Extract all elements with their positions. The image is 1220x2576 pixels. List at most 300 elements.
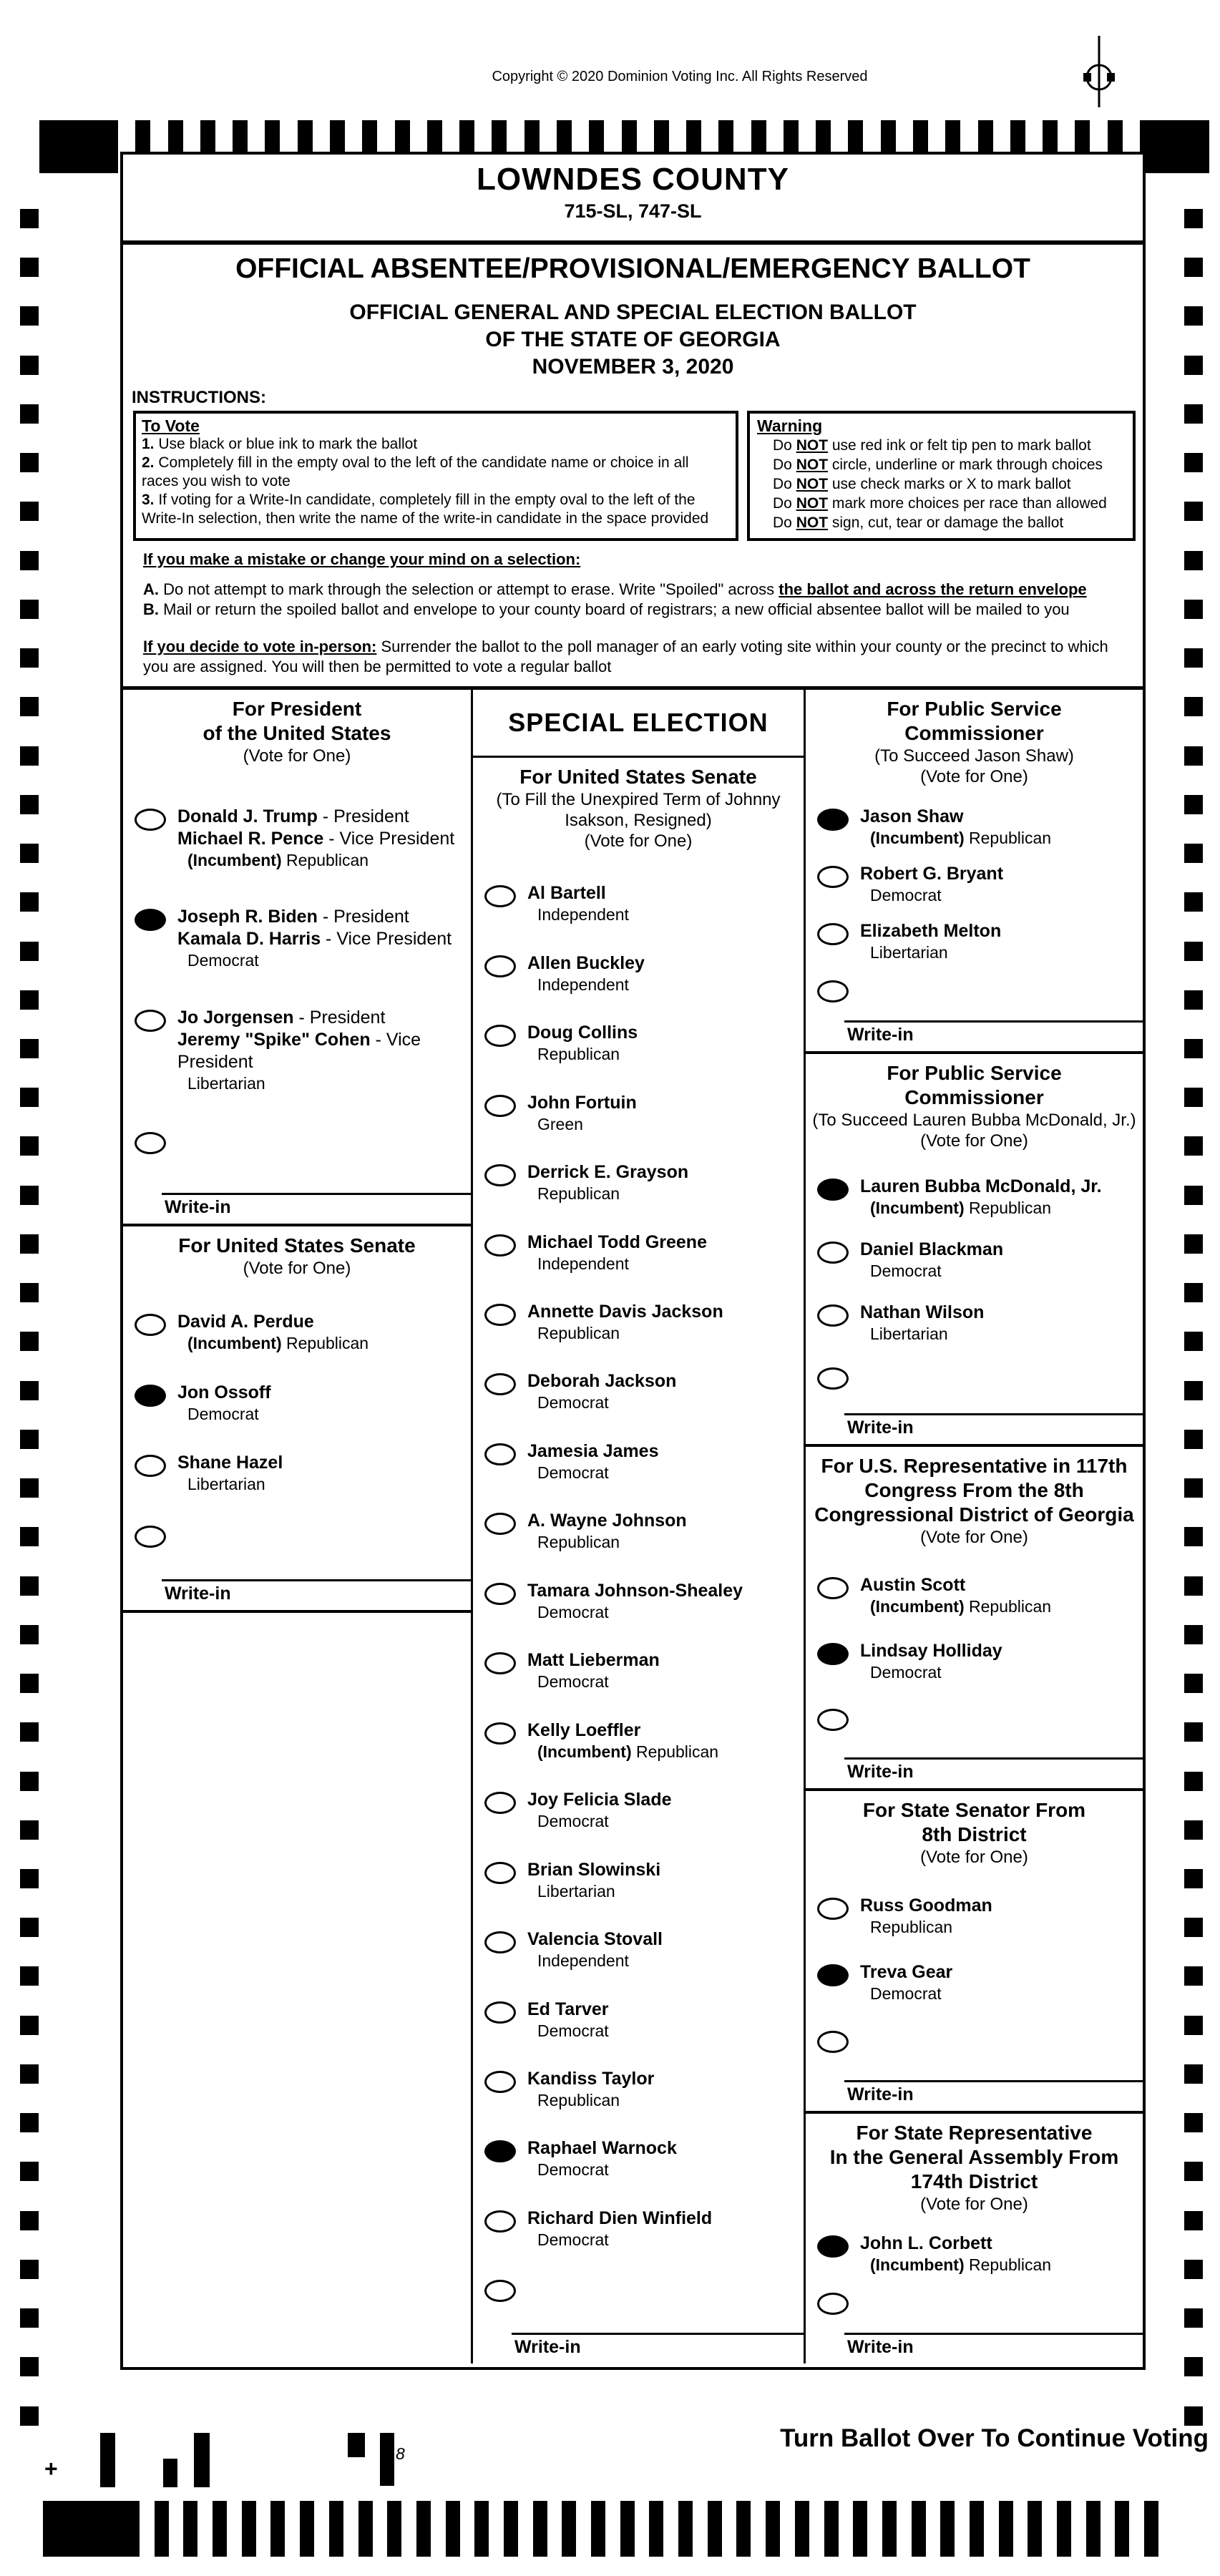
write-in-line[interactable] <box>844 2333 1143 2335</box>
empty-column-space <box>123 1613 471 2363</box>
edge-mark <box>20 2113 39 2132</box>
empty-oval[interactable] <box>484 2210 516 2233</box>
candidate-name <box>527 1789 672 1811</box>
empty-oval[interactable] <box>817 1577 849 1599</box>
instructions-label: INSTRUCTIONS: <box>132 388 266 407</box>
edge-mark <box>20 453 39 472</box>
text-segment: Republican <box>537 1323 620 1342</box>
candidate-row <box>473 1301 804 1343</box>
text-segment: Do not attempt to mark through the selection or attempt to erase. Write "Spoiled" across <box>159 580 779 598</box>
text-segment: Derrick E. Grayson <box>527 1162 689 1183</box>
to-vote-item <box>142 491 728 528</box>
candidate-name <box>860 2233 1051 2255</box>
empty-oval[interactable] <box>484 1443 516 1465</box>
timing-bar <box>270 2501 285 2557</box>
candidate-name <box>527 1092 637 1114</box>
edge-mark <box>20 1918 39 1937</box>
text-segment: B. <box>143 600 159 618</box>
candidate-party <box>187 850 454 870</box>
text-segment: - President <box>293 1007 386 1028</box>
race-title: For U.S. Representative in 117th <box>821 1454 1128 1477</box>
text-segment: Doug Collins <box>527 1023 638 1043</box>
candidate-row <box>473 1580 804 1622</box>
candidate-name <box>527 952 645 975</box>
candidate-text <box>860 920 1001 962</box>
write-in-area <box>473 2333 804 2363</box>
edge-mark <box>20 551 39 570</box>
candidate-row <box>806 1239 1143 1281</box>
write-in-line[interactable] <box>844 2080 1143 2082</box>
candidate-name <box>527 1928 663 1951</box>
race-title: Congressional District of Georgia <box>814 1503 1134 1526</box>
barcode-bar <box>194 2433 210 2487</box>
candidate-name <box>527 2068 654 2090</box>
timing-bar <box>358 2501 373 2557</box>
edge-mark <box>1184 1478 1203 1498</box>
text-segment: Republican <box>537 1533 620 1552</box>
candidate-row <box>473 2068 804 2110</box>
empty-oval[interactable] <box>484 1792 516 1814</box>
edge-mark <box>20 1088 39 1107</box>
race-subtitle: (To Succeed Jason Shaw) <box>874 746 1074 766</box>
empty-oval[interactable] <box>484 1373 516 1395</box>
candidate-text <box>860 2233 1051 2275</box>
empty-oval[interactable] <box>484 1025 516 1047</box>
empty-oval[interactable] <box>817 980 849 1002</box>
candidate-list <box>806 1548 1143 1757</box>
to-vote-item <box>142 454 728 491</box>
candidate-row <box>473 1999 804 2041</box>
race-title: For United States Senate <box>519 765 757 788</box>
candidate-name <box>527 1999 609 2021</box>
candidate-text <box>860 1176 1102 1218</box>
race <box>123 1226 471 1613</box>
candidate-text <box>527 1719 718 1762</box>
timing-start-block <box>43 2501 140 2557</box>
filled-oval[interactable] <box>817 1964 849 1986</box>
candidate-party <box>537 1323 723 1343</box>
text-segment: Independent <box>537 1951 629 1971</box>
text-segment: David A. Perdue <box>177 1311 314 1332</box>
text-segment: Kamala D. Harris <box>177 929 321 950</box>
race <box>806 1054 1143 1447</box>
candidate-party <box>870 1596 1051 1616</box>
race-header <box>806 2114 1143 2215</box>
text-segment: Democrat <box>537 2021 609 2040</box>
election-title-line1: OFFICIAL GENERAL AND SPECIAL ELECTION BALLOT <box>349 301 917 324</box>
text-segment: Democrat <box>537 1812 609 1831</box>
special-election-banner: SPECIAL ELECTION <box>473 690 804 758</box>
text-segment: Use black or blue ink to mark the ballot <box>154 436 418 452</box>
filled-oval[interactable] <box>817 2235 849 2258</box>
candidate-party <box>537 2090 654 2110</box>
empty-oval[interactable] <box>484 1652 516 1674</box>
edge-mark <box>1184 1576 1203 1596</box>
edge-mark <box>1184 746 1203 766</box>
empty-oval[interactable] <box>817 1241 849 1264</box>
filled-oval[interactable] <box>817 809 849 831</box>
write-in-area <box>123 1579 471 1610</box>
empty-oval[interactable] <box>484 1722 516 1745</box>
filled-oval[interactable] <box>817 1643 849 1665</box>
candidate-party <box>537 2021 609 2041</box>
candidate-text <box>527 1092 637 1134</box>
text-segment: - Vice President <box>321 929 452 950</box>
candidate-text <box>527 1859 660 1901</box>
empty-oval[interactable] <box>135 1314 166 1336</box>
empty-oval[interactable] <box>484 1513 516 1535</box>
text-segment: Treva Gear <box>860 1962 953 1983</box>
text-segment: Kelly Loeffler <box>527 1719 641 1740</box>
empty-oval[interactable] <box>484 1234 516 1257</box>
empty-oval[interactable] <box>817 2031 849 2053</box>
timing-bar <box>708 2501 722 2557</box>
edge-mark <box>1184 2211 1203 2230</box>
race-title: For United States Senate <box>178 1234 416 1257</box>
filled-oval[interactable] <box>484 2140 516 2162</box>
write-in-line[interactable] <box>162 1579 471 1581</box>
empty-oval[interactable] <box>817 1898 849 1920</box>
registration-crosshair-icon <box>1080 36 1118 111</box>
filled-oval[interactable] <box>135 1385 166 1407</box>
empty-oval[interactable] <box>817 1304 849 1327</box>
text-segment: circle, underline or mark through choices <box>828 457 1103 473</box>
empty-oval[interactable] <box>817 2293 849 2315</box>
write-in-oval-row <box>473 2277 804 2302</box>
edge-mark <box>20 844 39 863</box>
write-in-oval-row <box>806 1706 1143 1731</box>
candidate-party <box>870 1917 992 1937</box>
edge-mark <box>1184 1820 1203 1840</box>
candidate-party <box>187 950 452 970</box>
edge-mark <box>20 404 39 424</box>
edge-mark <box>1184 2016 1203 2035</box>
timing-bar <box>504 2501 518 2557</box>
candidate-row <box>806 1961 1143 2004</box>
edge-mark <box>20 2406 39 2426</box>
text-segment: - Vice President <box>177 1029 421 1072</box>
candidate-name <box>527 1859 660 1881</box>
candidate-text <box>177 1007 471 1093</box>
empty-oval[interactable] <box>817 1709 849 1731</box>
ballot-type-title: OFFICIAL ABSENTEE/PROVISIONAL/EMERGENCY BALLOT <box>235 253 1030 284</box>
empty-oval[interactable] <box>817 866 849 888</box>
edge-mark <box>20 1576 39 1596</box>
candidate-name <box>527 1022 638 1044</box>
text-segment: Republican <box>964 828 1052 847</box>
candidate-row <box>473 1161 804 1204</box>
candidate-party <box>187 1404 271 1424</box>
filled-oval[interactable] <box>135 909 166 931</box>
candidate-row <box>473 1789 804 1831</box>
race <box>806 690 1143 1054</box>
edge-mark <box>1184 1722 1203 1742</box>
edge-mark <box>20 1136 39 1156</box>
text-segment: A. Wayne Johnson <box>527 1511 687 1531</box>
vote-for-instruction: (Vote for One) <box>584 831 693 851</box>
edge-mark <box>1184 453 1203 472</box>
text-segment: Tamara Johnson-Shealey <box>527 1580 743 1601</box>
text-segment: Brian Slowinski <box>527 1859 661 1880</box>
text-segment: Russ Goodman <box>860 1896 992 1916</box>
text-segment: Republican <box>281 1333 369 1352</box>
filled-oval[interactable] <box>817 1179 849 1201</box>
empty-oval[interactable] <box>817 923 849 945</box>
vote-for-instruction: (Vote for One) <box>920 1527 1028 1547</box>
write-in-area <box>806 2080 1143 2111</box>
write-in-label: Write-in <box>847 2084 914 2104</box>
text-segment: 3. <box>142 492 155 508</box>
text-segment: Republican <box>537 1045 620 1064</box>
edge-mark <box>20 1966 39 1986</box>
race-header <box>806 1791 1143 1868</box>
write-in-line[interactable] <box>844 1413 1143 1415</box>
text-segment: Ed Tarver <box>527 1999 609 2019</box>
text-segment: Daniel Blackman <box>860 1239 1004 1259</box>
timing-bar <box>416 2501 431 2557</box>
edge-mark <box>20 1039 39 1058</box>
warning-item <box>773 474 1127 494</box>
candidate-name <box>860 1574 1051 1596</box>
edge-mark <box>1184 2308 1203 2328</box>
empty-oval[interactable] <box>135 809 166 831</box>
candidate-name <box>177 1382 271 1404</box>
vote-for-instruction: (Vote for One) <box>243 746 351 766</box>
mistake-item-b <box>143 600 1128 620</box>
candidate-row <box>473 1928 804 1971</box>
candidate-list <box>806 1868 1143 2080</box>
text-segment: Democrat <box>537 1672 609 1692</box>
timing-bar <box>183 2501 197 2557</box>
text-segment: Republican <box>870 1918 953 1937</box>
text-segment: Michael Todd Greene <box>527 1231 707 1252</box>
barcode-bar <box>380 2433 394 2486</box>
candidate-name <box>177 1029 471 1073</box>
race-title: Commissioner <box>904 1085 1044 1108</box>
empty-oval[interactable] <box>484 1095 516 1117</box>
ballot-style-codes: 715-SL, 747-SL <box>564 200 702 222</box>
text-segment: Republican <box>631 1742 719 1761</box>
candidate-party <box>870 885 1003 905</box>
candidate-row <box>473 1022 804 1064</box>
text-segment: Kandiss Taylor <box>527 2068 655 2089</box>
timing-bar <box>912 2501 926 2557</box>
candidate-text <box>527 2068 654 2110</box>
empty-oval[interactable] <box>484 1862 516 1884</box>
edge-mark <box>1184 1772 1203 1791</box>
text-segment: Democrat <box>537 1463 609 1482</box>
candidate-name <box>527 1231 707 1254</box>
candidate-list <box>806 788 1143 1020</box>
candidate-party <box>187 1333 369 1353</box>
text-segment: Democrat <box>537 1393 609 1413</box>
edge-mark <box>20 2064 39 2084</box>
race-header <box>123 1226 471 1279</box>
candidate-text <box>527 882 629 924</box>
candidate-party <box>870 1261 1003 1281</box>
text-segment: Elizabeth Melton <box>860 920 1002 941</box>
text-segment: Green <box>537 1114 583 1133</box>
candidate-row <box>473 1231 804 1274</box>
write-in-label: Write-in <box>165 1584 231 1604</box>
text-segment: - Vice President <box>323 829 455 849</box>
race-header <box>806 1447 1143 1548</box>
text-segment: Libertarian <box>870 1324 948 1343</box>
race <box>123 690 471 1226</box>
barcode-digit: 8 <box>396 2444 405 2463</box>
candidate-party <box>870 1984 952 2004</box>
empty-oval[interactable] <box>135 1010 166 1032</box>
candidate-party <box>870 2255 1051 2275</box>
text-segment: use red ink or felt tip pen to mark ballot <box>828 437 1091 454</box>
candidate-text <box>527 1999 609 2041</box>
timing-bar <box>970 2501 984 2557</box>
empty-oval[interactable] <box>135 1455 166 1477</box>
candidate-text <box>177 1382 271 1424</box>
edge-mark <box>1184 2162 1203 2181</box>
edge-mark <box>20 2260 39 2279</box>
text-segment: Deborah Jackson <box>527 1371 677 1392</box>
candidate-text <box>527 1231 707 1274</box>
text-segment: Completely fill in the empty oval to the left of the candidate name or choice in all races you wish to vote <box>142 454 689 489</box>
to-vote-box <box>133 411 738 541</box>
county-name: LOWNDES COUNTY <box>477 162 789 197</box>
timing-end-block <box>39 120 118 173</box>
candidate-row <box>473 2207 804 2250</box>
empty-oval[interactable] <box>484 1304 516 1326</box>
empty-oval[interactable] <box>484 1931 516 1953</box>
text-segment: Joseph R. Biden <box>177 907 318 927</box>
candidate-row <box>473 1092 804 1134</box>
edge-mark <box>20 1283 39 1302</box>
empty-oval[interactable] <box>484 1164 516 1186</box>
empty-oval[interactable] <box>484 2001 516 2024</box>
text-segment: John Fortuin <box>527 1092 637 1113</box>
candidate-party <box>537 1254 707 1274</box>
edge-mark <box>20 306 39 326</box>
write-in-line[interactable] <box>512 2333 804 2335</box>
text-segment: A. <box>143 580 159 598</box>
election-title <box>123 299 1143 381</box>
timing-bar <box>1028 2501 1042 2557</box>
text-segment: NOT <box>796 437 829 454</box>
write-in-label: Write-in <box>847 1024 914 1045</box>
candidate-row <box>473 1370 804 1413</box>
empty-oval[interactable] <box>484 2280 516 2302</box>
candidate-row <box>123 906 471 970</box>
candidate-text <box>860 863 1003 905</box>
edge-mark <box>20 2308 39 2328</box>
timing-bar <box>766 2501 780 2557</box>
empty-oval[interactable] <box>135 1526 166 1548</box>
timing-end-block <box>1140 120 1209 173</box>
empty-oval[interactable] <box>484 885 516 907</box>
candidate-text <box>860 1239 1003 1281</box>
empty-oval[interactable] <box>484 2071 516 2093</box>
edge-mark <box>20 1430 39 1449</box>
empty-oval[interactable] <box>135 1132 166 1154</box>
timing-bar <box>591 2501 605 2557</box>
text-segment: NOT <box>796 457 829 473</box>
candidate-row <box>473 1859 804 1901</box>
race-title: For President <box>232 698 362 720</box>
timing-bar <box>562 2501 576 2557</box>
text-segment: Michael R. Pence <box>177 829 324 849</box>
empty-oval[interactable] <box>484 955 516 977</box>
write-in-line[interactable] <box>162 1193 471 1195</box>
candidate-name <box>527 2137 677 2160</box>
text-segment: Libertarian <box>187 1073 265 1093</box>
mistake-item-a <box>143 580 1128 600</box>
turn-ballot-over-text: Turn Ballot Over To Continue Voting <box>780 2424 1209 2452</box>
warning-items <box>757 436 1127 532</box>
candidate-name <box>527 1510 687 1532</box>
text-segment: NOT <box>796 514 829 531</box>
text-segment: Al Bartell <box>527 883 606 904</box>
candidate-text <box>177 1452 283 1494</box>
write-in-line[interactable] <box>844 1020 1143 1023</box>
candidate-name <box>527 1301 723 1323</box>
candidate-row <box>806 2233 1143 2275</box>
timing-bar <box>999 2501 1013 2557</box>
text-segment: Republican <box>537 2090 620 2109</box>
write-in-label: Write-in <box>847 1417 914 1438</box>
timing-bar <box>736 2501 751 2557</box>
text-segment: Do <box>773 514 796 531</box>
candidate-list <box>123 1279 471 1579</box>
candidate-text <box>527 1301 723 1343</box>
timing-bar <box>155 2501 169 2557</box>
text-segment: (Incumbent) <box>870 2255 965 2275</box>
text-segment: Democrat <box>870 1984 942 2004</box>
edge-mark <box>1184 1283 1203 1302</box>
text-segment: Republican <box>281 851 369 870</box>
candidate-party <box>537 1184 688 1204</box>
race-title: Congress From the 8th <box>864 1478 1084 1501</box>
text-segment: (Incumbent) <box>870 1198 965 1217</box>
write-in-oval-row <box>806 977 1143 1002</box>
candidate-party <box>870 1198 1102 1218</box>
candidate-name <box>527 1161 688 1184</box>
text-segment: - President <box>317 806 409 827</box>
race-title: of the United States <box>202 722 391 744</box>
edge-mark <box>1184 2064 1203 2084</box>
text-segment: Independent <box>537 905 629 924</box>
write-in-label: Write-in <box>514 2337 581 2357</box>
candidate-text <box>177 906 452 970</box>
text-segment: Joy Felicia Slade <box>527 1790 672 1810</box>
column-left <box>123 690 471 2363</box>
candidate-row <box>123 1311 471 1353</box>
candidate-name <box>177 806 454 828</box>
empty-oval[interactable] <box>484 1583 516 1605</box>
candidate-text <box>860 1961 952 2004</box>
candidate-row <box>123 1382 471 1424</box>
timing-bar <box>795 2501 809 2557</box>
text-segment: Nathan Wilson <box>860 1302 985 1322</box>
candidate-party <box>870 1662 1002 1682</box>
text-segment: Democrat <box>537 2230 609 2249</box>
text-segment: Robert G. Bryant <box>860 863 1004 884</box>
text-segment: use check marks or X to mark ballot <box>828 476 1071 492</box>
text-segment: Donald J. Trump <box>177 806 318 827</box>
candidate-name <box>860 806 1051 828</box>
edge-mark <box>1184 2406 1203 2426</box>
text-segment: Lauren Bubba McDonald, Jr. <box>860 1176 1102 1196</box>
empty-oval[interactable] <box>817 1367 849 1390</box>
write-in-line[interactable] <box>844 1757 1143 1760</box>
edge-mark <box>20 1674 39 1693</box>
